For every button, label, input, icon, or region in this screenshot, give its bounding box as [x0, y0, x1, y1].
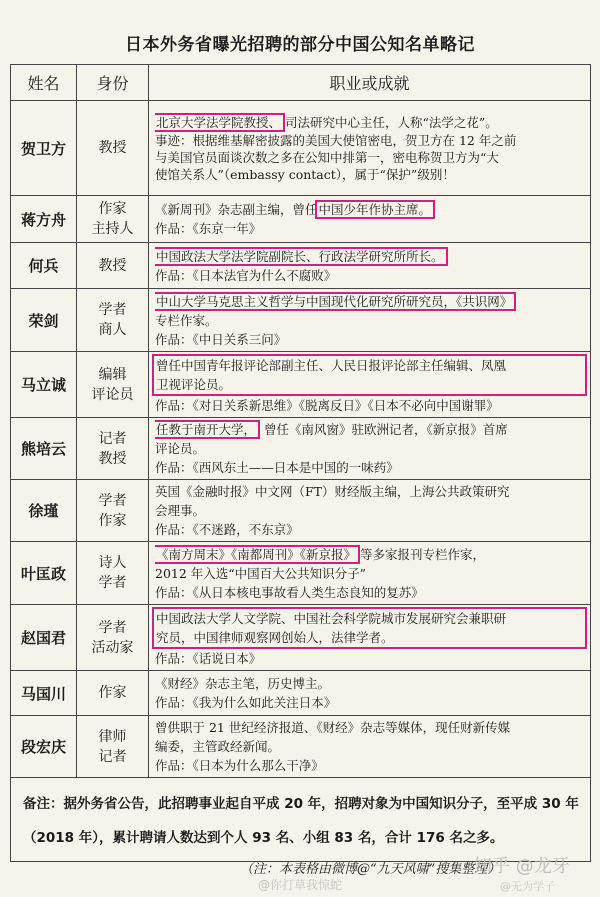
highlight-box: 中国少年作协主席。 — [315, 200, 436, 219]
role-label: 记者 — [98, 430, 127, 447]
row-role — [77, 289, 149, 352]
row-name: 荣剑 — [11, 289, 77, 352]
row-detail — [149, 352, 591, 418]
role-label: 教授 — [98, 257, 127, 274]
role-label: 诗人 — [98, 555, 127, 571]
table-row — [11, 542, 591, 605]
row-role — [77, 352, 149, 418]
detail-line: 事迹：根据维基解密披露的美国大使馆密电，贺卫方在 12 年之前 — [155, 133, 517, 148]
row-detail — [149, 418, 591, 480]
table-row — [11, 605, 591, 671]
detail-line: 专栏作家。 — [155, 312, 218, 328]
detail-line — [155, 420, 587, 439]
row-role — [77, 542, 149, 605]
role-label: 评论员 — [91, 386, 134, 403]
detail-line: 究员，中国律师观察网创始人，法律学者。 — [156, 630, 394, 645]
row-role — [77, 671, 149, 716]
detail-line: 会理事。 — [155, 503, 206, 518]
zhihu-watermark: 知乎 @龙牙 — [474, 856, 570, 877]
detail-line: 作品：《从日本核电事故看人类生态良知的复苏》 — [155, 584, 424, 600]
row-role — [77, 243, 149, 289]
detail-line: 英国《金融时报》中文网（FT）财经版主编，上海公共政策研究 — [155, 484, 510, 499]
role-label: 学者 — [98, 575, 127, 591]
row-role — [77, 716, 149, 778]
row-detail — [149, 671, 591, 716]
row-name: 段宏庆 — [11, 716, 77, 778]
detail-line: 作品：《西风东土——日本是中国的一味药》 — [155, 460, 399, 475]
row-name: 赵国君 — [11, 605, 77, 671]
highlight-box: 任教于南开大学， — [155, 420, 260, 439]
detail-line: 作品：《不迷路，不东京》 — [155, 522, 299, 537]
weibo-watermark: @你打草我惊蛇 — [258, 878, 343, 892]
detail-line: 曾任中国青年报评论部副主任、人民日报评论部主任编辑、凤凰 — [156, 358, 507, 373]
row-detail — [149, 243, 591, 289]
role-label: 教授 — [98, 450, 127, 467]
row-name: 马国川 — [11, 671, 77, 716]
detail-line: 作品：《对日关系新思维》《脱离反日》《日本不必向中国谢罪》 — [155, 398, 499, 413]
table-row — [11, 196, 591, 243]
role-label: 教授 — [98, 140, 127, 156]
row-name: 蒋方舟 — [11, 196, 77, 243]
role-label: 活动家 — [91, 639, 134, 656]
detail-line — [155, 113, 587, 132]
detail-line: 作品：《日本法官为什么不腐败》 — [155, 267, 337, 283]
detail-text: 司法研究中心主任，人称“法学之花”。 — [285, 115, 498, 130]
row-name: 徐瑾 — [11, 480, 77, 542]
role-label: 作家 — [98, 201, 127, 217]
detail-line: 评论员。 — [155, 441, 206, 456]
header-career: 职业或成就 — [149, 65, 591, 101]
row-detail — [149, 605, 591, 671]
table-row — [11, 418, 591, 480]
detail-line: 作品：《中日关系三问》 — [155, 331, 287, 347]
detail-line: 作品：《东京一年》 — [155, 221, 262, 236]
detail-line — [155, 545, 587, 564]
detail-line: 中国政法大学人文学院、中国社会科学院城市发展研究会兼职研 — [156, 611, 507, 626]
highlight-box: 中国政法大学法学院副院长、行政法学研究所所长。 — [155, 247, 448, 266]
role-label: 学者 — [98, 302, 127, 318]
footnote-text: 备注：据外务省公告，此招聘事业起自平成 20 年，招聘对象为中国知识分子，至平成 30 年（2018 年），累计聘请人数达到个人 93 名、小组 83 名，合计 176 名之多。 — [11, 778, 591, 862]
detail-line: 作品：《话说日本》 — [155, 651, 262, 666]
table-row — [11, 101, 591, 196]
row-detail — [149, 716, 591, 778]
detail-line: 与美国官员面谈次数之多在公知中排第一，密电称贺卫方为“大 — [155, 150, 499, 165]
role-label: 学者 — [98, 619, 127, 636]
row-name: 何兵 — [11, 243, 77, 289]
table-row — [11, 671, 591, 716]
table-header-row — [11, 65, 591, 101]
detail-line: 作品：《我为什么如此关注日本》 — [155, 695, 337, 710]
detail-line: 《财经》杂志主笔，历史博主。 — [155, 676, 331, 691]
document-title: 日本外务省曝光招聘的部分中国公知名单略记 — [125, 35, 475, 55]
role-label: 记者 — [98, 748, 127, 765]
role-label: 作家 — [98, 512, 127, 529]
table-row — [11, 243, 591, 289]
detail-line: 编委，主管政经新闻。 — [155, 739, 281, 754]
highlight-box — [152, 354, 587, 396]
row-name: 马立诚 — [11, 352, 77, 418]
row-role — [77, 605, 149, 671]
detail-line: 2012 年入选“中国百大公共知识分子” — [155, 565, 367, 581]
detail-text: 等多家报刊专栏作家， — [360, 546, 486, 562]
table-row — [11, 289, 591, 352]
header-role: 身份 — [77, 65, 149, 101]
row-detail — [149, 101, 591, 196]
row-role — [77, 196, 149, 243]
table-row — [11, 716, 591, 778]
detail-line: 曾供职于 21 世纪经济报道、《财经》杂志等媒体，现任财新传媒 — [155, 720, 511, 735]
highlight-box: 北京大学法学院教授、 — [155, 113, 285, 132]
role-label: 律师 — [98, 728, 127, 745]
detail-text: 《新周刊》杂志副主编，曾任 — [155, 202, 318, 217]
highlight-box: 《南方周末》《南都周刊》《新京报》 — [155, 545, 360, 564]
row-name: 熊培云 — [11, 418, 77, 480]
row-role — [77, 101, 149, 196]
highlight-box: 中山大学马克思主义哲学与中国现代化研究所研究员，《共识网》 — [155, 292, 516, 311]
role-label: 主持人 — [91, 221, 134, 237]
role-label: 编辑 — [98, 366, 127, 383]
row-name: 贺卫方 — [11, 101, 77, 196]
header-name: 姓名 — [11, 65, 77, 101]
row-detail — [149, 196, 591, 243]
row-detail — [149, 480, 591, 542]
row-detail — [149, 542, 591, 605]
detail-line — [155, 247, 587, 266]
role-label: 商人 — [98, 322, 127, 338]
detail-line: 作品：《日本为什么那么干净》 — [155, 758, 324, 773]
detail-line: 使馆关系人”（embassy contact），属于“保护”级别！ — [155, 167, 455, 182]
detail-line — [155, 292, 587, 311]
roster-table — [10, 64, 591, 862]
row-role — [77, 480, 149, 542]
row-detail — [149, 289, 591, 352]
corner-watermark: @无为学子 — [500, 880, 555, 893]
detail-line — [155, 200, 587, 219]
table-row — [11, 480, 591, 542]
detail-line: 卫视评论员。 — [156, 377, 232, 392]
highlight-box — [152, 607, 587, 649]
role-label: 学者 — [98, 492, 127, 509]
row-role — [77, 418, 149, 480]
detail-text: 曾任《南风窗》驻欧洲记者，《新京报》首席 — [264, 422, 508, 437]
source-credit: （注：本表格由微博@“九天风啸”搜集整理） — [240, 862, 501, 877]
row-name: 叶匡政 — [11, 542, 77, 605]
table-row — [11, 352, 591, 418]
role-label: 作家 — [98, 685, 127, 701]
note-row — [11, 778, 591, 862]
